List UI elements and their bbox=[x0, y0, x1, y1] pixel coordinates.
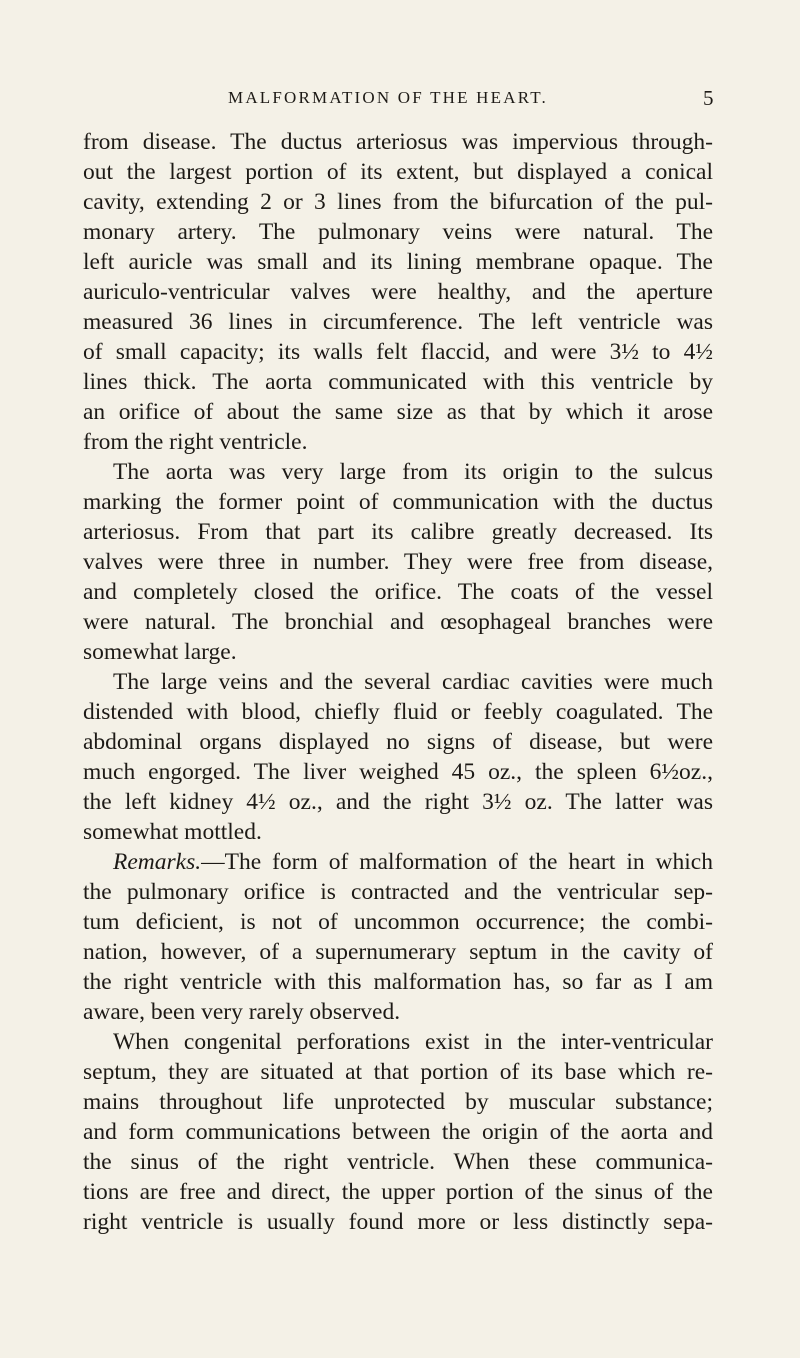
text-line: The aorta was very large from its origin to the sulcus bbox=[113, 459, 713, 485]
running-head bbox=[0, 88, 800, 112]
text-line: When congenital perforations exist in the inter-ventricular bbox=[113, 1029, 713, 1055]
text-line: marking the former point of communication with the ductus bbox=[83, 489, 713, 515]
text-line: right ventricle is usually found more or less distinctly sepa- bbox=[83, 1209, 713, 1235]
text-line: measured 36 lines in circumference. The left ventricle was bbox=[83, 309, 713, 335]
text-line: the left kidney 4½ oz., and the right 3½ oz. The latter was bbox=[83, 789, 713, 815]
text-line: tions are free and direct, the upper portion of the sinus of the bbox=[83, 1179, 713, 1205]
text-line: out the largest portion of its extent, but displayed a conical bbox=[83, 159, 713, 185]
text-line: aware, been very rarely observed. bbox=[83, 999, 401, 1025]
text-line: distended with blood, chiefly fluid or feebly coagulated. The bbox=[83, 699, 713, 725]
text-line: from the right ventricle. bbox=[83, 429, 308, 455]
text-line: left auricle was small and its lining membrane opaque. The bbox=[83, 249, 713, 275]
text-line: from disease. The ductus arteriosus was impervious through- bbox=[83, 129, 713, 155]
text-line: monary artery. The pulmonary veins were natural. The bbox=[83, 219, 713, 245]
text-line: much engorged. The liver weighed 45 oz., the spleen 6½oz., bbox=[83, 759, 713, 785]
text-line: cavity, extending 2 or 3 lines from the bifurcation of the pul- bbox=[83, 189, 713, 215]
text-line: somewhat mottled. bbox=[83, 819, 262, 845]
text-line: and form communications between the origin of the aorta and bbox=[83, 1119, 713, 1145]
text-line: septum, they are situated at that portion of its base which re- bbox=[83, 1059, 713, 1085]
text-line: nation, however, of a supernumerary septum in the cavity of bbox=[83, 939, 713, 965]
text-line: tum deficient, is not of uncommon occurrence; the combi- bbox=[83, 909, 713, 935]
remarks-label: Remarks. bbox=[113, 849, 202, 875]
text-line: of small capacity; its walls felt flaccid, and were 3½ to 4½ bbox=[83, 339, 713, 365]
text-line: mains throughout life unprotected by muscular substance; bbox=[83, 1089, 713, 1115]
text-line: valves were three in number. They were free from disease, bbox=[83, 549, 713, 575]
text-line: The large veins and the several cardiac cavities were much bbox=[113, 669, 713, 695]
text-line: Remarks.—The form of malformation of the heart in which bbox=[113, 849, 713, 875]
text-line: somewhat large. bbox=[83, 639, 237, 665]
text-line: and completely closed the orifice. The coats of the vessel bbox=[83, 579, 713, 605]
text-line: an orifice of about the same size as that by which it arose bbox=[83, 399, 713, 425]
text-line: the right ventricle with this malformation has, so far as I am bbox=[83, 969, 713, 995]
text-line: arteriosus. From that part its calibre greatly decreased. Its bbox=[83, 519, 713, 545]
text-line: the pulmonary orifice is contracted and the ventricular sep- bbox=[83, 879, 713, 905]
text-line: lines thick. The aorta communicated with this ventricle by bbox=[83, 369, 713, 395]
page-number: 5 bbox=[703, 86, 714, 110]
text-line: the sinus of the right ventricle. When these communica- bbox=[83, 1149, 713, 1175]
text-line: abdominal organs displayed no signs of disease, but were bbox=[83, 729, 713, 755]
running-title: MALFORMATION OF THE HEART. bbox=[228, 88, 549, 107]
text-line: were natural. The bronchial and œsophageal branches were bbox=[83, 609, 713, 635]
text-line: auriculo-ventricular valves were healthy, and the aperture bbox=[83, 279, 713, 305]
